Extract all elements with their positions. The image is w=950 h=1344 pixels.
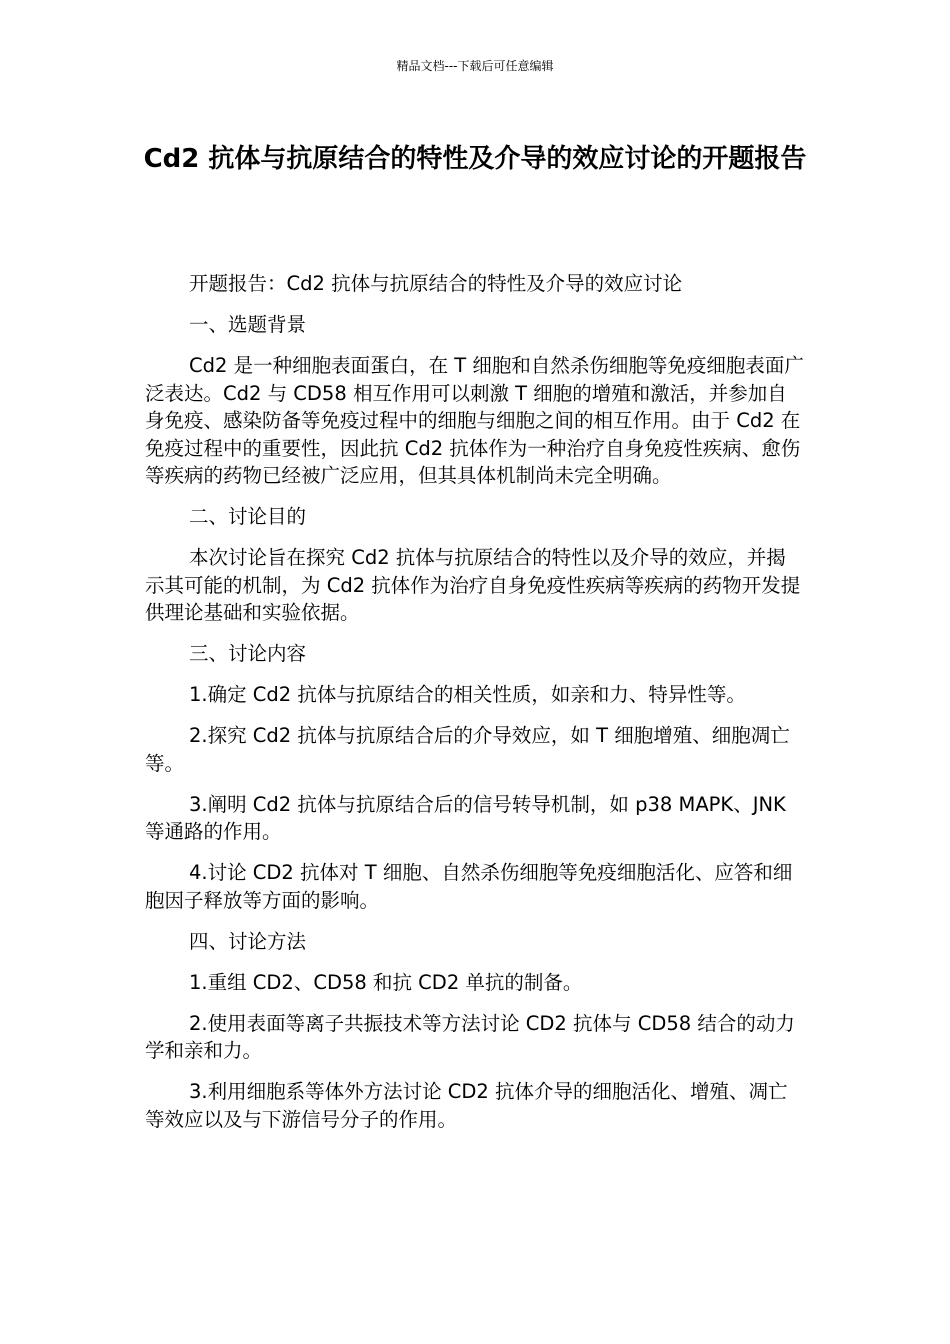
section-heading-background: 一、选题背景 (189, 313, 307, 336)
content-item-3: 3.阐明 Cd2 抗体与抗原结合后的信号转导机制，如 p38 MAPK、JNK 等通路的作用。 (145, 792, 786, 843)
method-item-1: 1.重组 CD2、CD58 和抗 CD2 单抗的制备。 (189, 970, 583, 994)
content-item-4: 4.讨论 CD2 抗体对 T 细胞、自然杀伤细胞等免疫细胞活化、应答和细胞因子释放等方面的影响。 (145, 861, 793, 912)
content-item-1: 1.确定 Cd2 抗体与抗原结合的相关性质，如亲和力、特异性等。 (189, 683, 746, 706)
section-heading-content: 三、讨论内容 (189, 642, 307, 665)
purpose-paragraph: 本次讨论旨在探究 Cd2 抗体与抗原结合的特性以及介导的效应，并揭示其可能的机制，为 Cd2 抗体作为治疗自身免疫性疾病等疾病的药物开发提供理论基础和实验依据。 (145, 546, 801, 624)
method-item-3: 3.利用细胞系等体外方法讨论 CD2 抗体介导的细胞活化、增殖、凋亡等效应以及与下游信号分子的作用。 (145, 1080, 788, 1131)
report-subtitle: 开题报告：Cd2 抗体与抗原结合的特性及介导的效应讨论 (189, 272, 683, 295)
header-note: 精品文档---下载后可任意编辑 (396, 59, 554, 73)
section-heading-methods: 四、讨论方法 (189, 929, 307, 953)
method-item-2: 2.使用表面等离子共振技术等方法讨论 CD2 抗体与 CD58 结合的动力学和亲和力。 (145, 1011, 795, 1062)
document-body (145, 270, 805, 1147)
section-heading-purpose: 二、讨论目的 (189, 505, 307, 528)
document-title: Cd2 抗体与抗原结合的特性及介导的效应讨论的开题报告 (143, 144, 807, 174)
content-item-2: 2.探究 Cd2 抗体与抗原结合后的介导效应，如 T 细胞增殖、细胞凋亡等。 (145, 724, 790, 775)
background-paragraph: Cd2 是一种细胞表面蛋白，在 T 细胞和自然杀伤细胞等免疫细胞表面广泛表达。Cd2 与 CD58 相互作用可以刺激 T 细胞的增殖和激活，并参加自身免疫、感染防备等免疫过程中的细胞与细胞之间的相互作用。由于 Cd2 在免疫过程中的重要性，因此抗 Cd2 抗体作为一种治疗自身免疫性疾病、愈伤等疾病的药物已经被广泛应用，但其具体机制尚未完全明确。 (145, 354, 804, 487)
